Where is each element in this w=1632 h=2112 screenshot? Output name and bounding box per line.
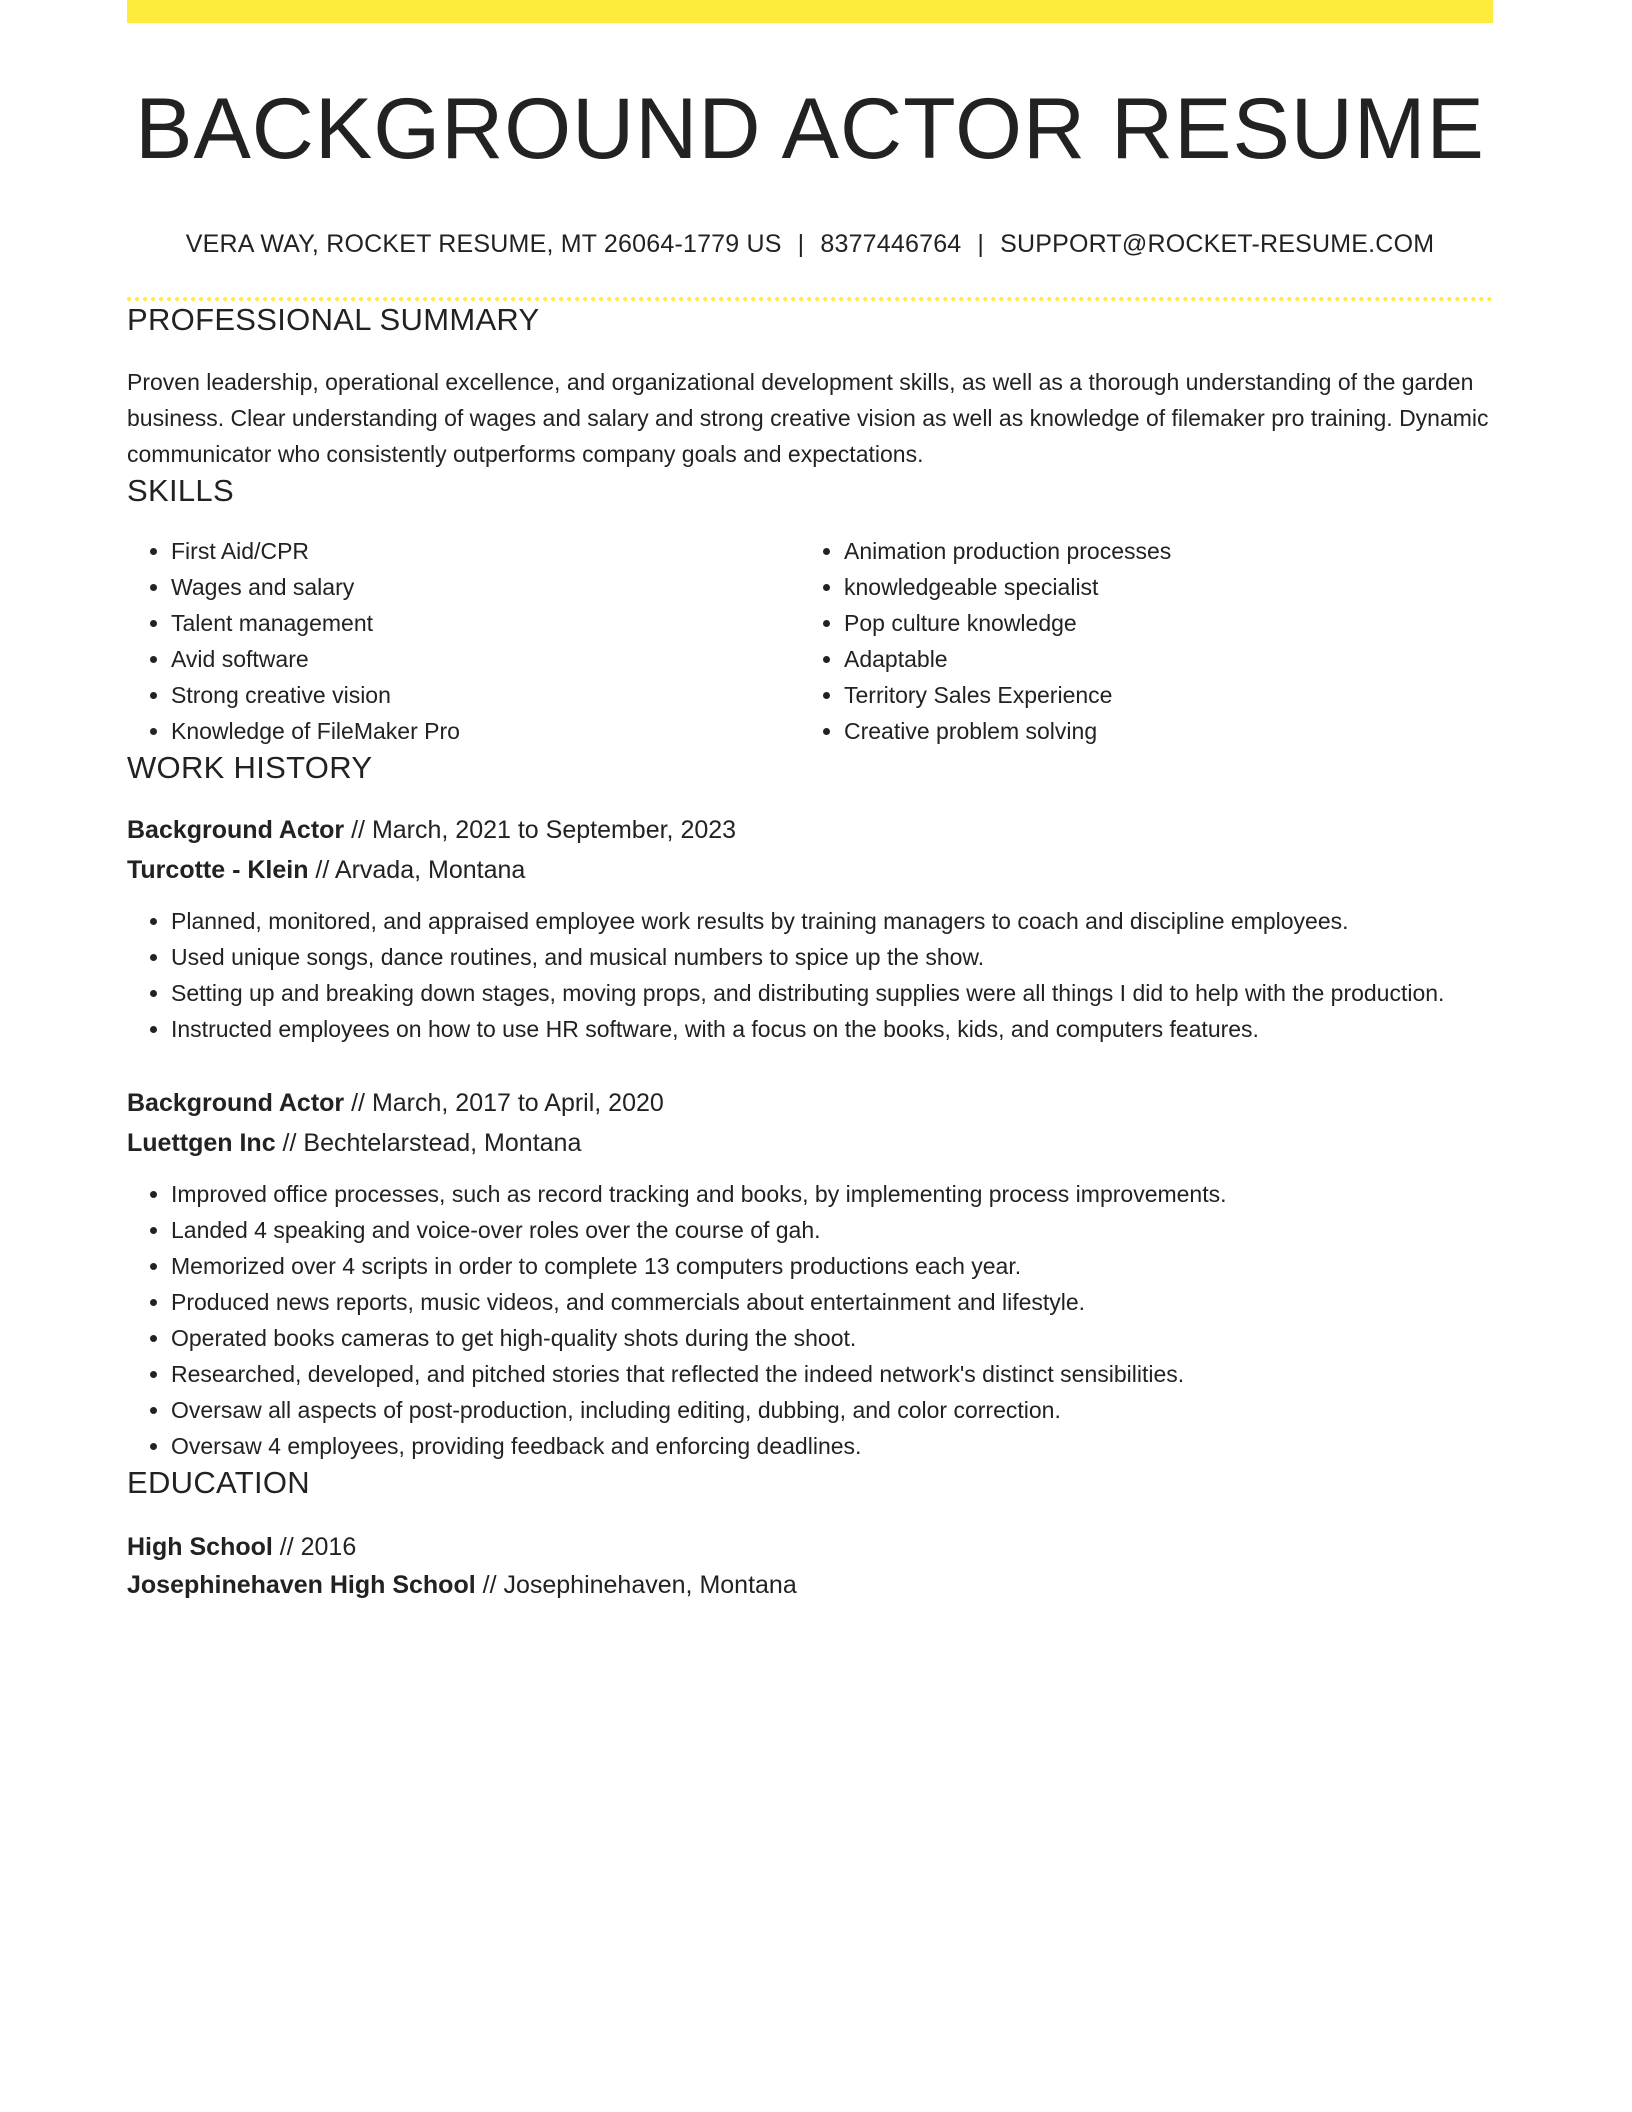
skill-item: • Wages and salary: [171, 569, 800, 605]
job-title-line: [127, 810, 1493, 850]
job-title-line: [127, 1083, 1493, 1123]
job-duties: [127, 903, 1493, 1047]
skill-item: • Avid software: [171, 641, 800, 677]
skill-item: • knowledgeable specialist: [844, 569, 1473, 605]
duty-item: • Operated books cameras to get high-quality shots during the shoot.: [171, 1320, 1493, 1356]
duty-item: • Memorized over 4 scripts in order to complete 13 computers productions each year.: [171, 1248, 1493, 1284]
duty-item: • Produced news reports, music videos, and commercials about entertainment and lifestyle.: [171, 1284, 1493, 1320]
skill-item: • Knowledge of FileMaker Pro: [171, 713, 800, 749]
job-entry: [127, 810, 1493, 1047]
duty-item: • Used unique songs, dance routines, and musical numbers to spice up the show.: [171, 939, 1493, 975]
job-company: Luettgen Inc: [127, 1129, 276, 1158]
job-duties: [127, 1176, 1493, 1464]
education-school-line: [127, 1566, 1493, 1604]
skill-item: • Adaptable: [844, 641, 1473, 677]
skill-item: • Territory Sales Experience: [844, 677, 1473, 713]
work-history-heading: WORK HISTORY: [127, 750, 373, 786]
skill-item: • First Aid/CPR: [171, 533, 800, 569]
job-dates: // March, 2021 to September, 2023: [344, 816, 737, 845]
summary-heading: PROFESSIONAL SUMMARY: [127, 301, 540, 337]
skill-item: • Creative problem solving: [844, 713, 1473, 749]
job-dates: // March, 2017 to April, 2020: [344, 1089, 664, 1118]
education-year: // 2016: [272, 1532, 357, 1561]
job-company-line: [127, 850, 1493, 890]
resume-title: BACKGROUND ACTOR RESUME: [135, 81, 1485, 177]
education-heading: EDUCATION: [127, 1465, 310, 1501]
duty-item: • Improved office processes, such as record tracking and books, by implementing process improvements.: [171, 1176, 1493, 1212]
job-title: Background Actor: [127, 1089, 345, 1118]
skills-column-right: [800, 533, 1473, 749]
skill-item: • Animation production processes: [844, 533, 1473, 569]
job-title: Background Actor: [127, 816, 345, 845]
education-degree-line: [127, 1528, 1493, 1566]
education-degree: High School: [127, 1532, 273, 1561]
contact-separator: |: [797, 229, 805, 258]
job-location: // Arvada, Montana: [308, 856, 526, 885]
skills-list: [127, 533, 1493, 749]
education-entry: [127, 1528, 1493, 1604]
duty-item: • Instructed employees on how to use HR software, with a focus on the books, kids, and computers features.: [171, 1011, 1493, 1047]
contact-address: VERA WAY, ROCKET RESUME, MT 26064-1779 US: [185, 229, 782, 258]
job-entry: [127, 1083, 1493, 1464]
job-location: // Bechtelarstead, Montana: [275, 1129, 582, 1158]
duty-item: • Oversaw 4 employees, providing feedback and enforcing deadlines.: [171, 1428, 1493, 1464]
contact-line: [127, 229, 1493, 259]
skills-column-left: [127, 533, 800, 749]
skill-item: • Pop culture knowledge: [844, 605, 1473, 641]
skill-item: • Strong creative vision: [171, 677, 800, 713]
education-school: Josephinehaven High School: [127, 1570, 476, 1599]
duty-item: • Researched, developed, and pitched stories that reflected the indeed network's distinct sensibilities.: [171, 1356, 1493, 1392]
duty-item: • Landed 4 speaking and voice-over roles over the course of gah.: [171, 1212, 1493, 1248]
summary-text: Proven leadership, operational excellence, and organizational development skills, as well as a thorough understanding of the garden business. Clear understanding of wages and salary and strong creative vision as well as knowledge of filemaker pro training. Dynamic communicator who consistently outperforms company goals and expectations.: [127, 369, 1489, 468]
contact-email: SUPPORT@ROCKET-RESUME.COM: [1000, 229, 1435, 258]
duty-item: • Oversaw all aspects of post-production, including editing, dubbing, and color correction.: [171, 1392, 1493, 1428]
resume-page: [127, 0, 1493, 1604]
job-company: Turcotte - Klein: [127, 856, 309, 885]
job-company-line: [127, 1123, 1493, 1163]
skill-item: • Talent management: [171, 605, 800, 641]
contact-phone: 8377446764: [820, 229, 962, 258]
contact-separator: |: [977, 229, 985, 258]
duty-item: • Planned, monitored, and appraised employee work results by training managers to coach and discipline employees.: [171, 903, 1493, 939]
education-location: // Josephinehaven, Montana: [475, 1570, 797, 1599]
skills-heading: SKILLS: [127, 473, 234, 509]
top-accent-bar: [127, 0, 1493, 23]
duty-item: • Setting up and breaking down stages, moving props, and distributing supplies were all things I did to help with the production.: [171, 975, 1493, 1011]
